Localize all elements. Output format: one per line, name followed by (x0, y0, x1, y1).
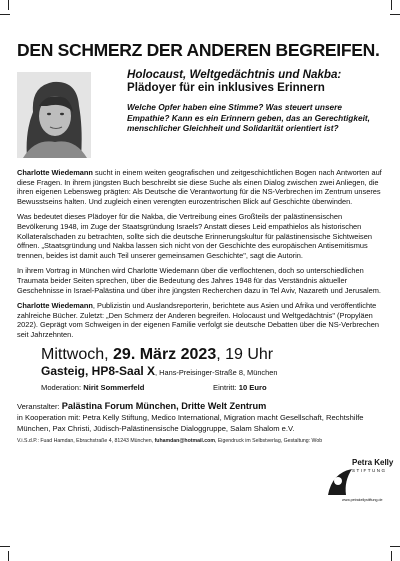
organizer-label: Veranstalter: (17, 401, 62, 411)
page-title: DEN SCHMERZ DER ANDEREN BEGREIFEN. (17, 40, 380, 60)
paragraph-text: sucht in einem weiten geografischen und zeitgeschichtlichen Bogen nach Antworten auf diese Fragen. In ihrem jüngsten Buch beschreibt sie diese Suche als einen Dialog zwischen zwei Anliegen, die ihren eigenen Lebensweg prägten: Als Deutsche die Verantwortung für die NS-Verbrechen im Zentrum unseres Bewusstseins halten. Und zugleich einen verengten eurozentrischen Blick auf Geschichte überwinden. (17, 168, 382, 206)
moderator-name: Nirit Sommerfeld (83, 382, 145, 392)
crop-mark (391, 0, 392, 10)
organizer-name: Palästina Forum München, Dritte Welt Zentrum (61, 400, 267, 411)
subtitle-line-2: Plädoyer für ein inklusives Erinnern (127, 81, 325, 94)
moderation-label: Moderation: (41, 382, 84, 392)
event-day: Mittwoch, (41, 345, 109, 363)
entry-label: Eintritt: (213, 382, 239, 392)
paragraph-bio (17, 301, 385, 339)
paragraph-nakba: Was bedeutet dieses Plädoyer für die Nakba, die Vertreibung eines Großteils der palästinensischen Bevölkerung 1948, im Zuge der Staatsgründung Israels? Anstatt dieses Leid empathielos als historischen Kollateralschaden zu betrachten, sollte sich die deutsche Erinnerungskultur für palästinensische Sichtweisen öffnen. „Staatsgründung und Nakba lassen sich nicht von der Geschichte des europäischen Antisemitismus trennen, beides ist damit auch Teil unserer gemeinsamen Geschichte", sagt die Autorin. (17, 212, 372, 260)
organizer-block (17, 401, 385, 434)
petra-kelly-logo (322, 451, 394, 503)
paragraph-text: , Publizistin und Auslandsreporterin, berichtete aus Asien und Afrika und veröffentlichte zahlreiche Bücher. Zuletzt: „Den Schmerz der Anderen begreifen. Holocaust und Weltgedächtnis" (Propyläen 2022). Geprägt vom Schweigen in der eigenen Familie verfolgt sie deutsche Debatten über die NS-Verbrechen seit Jahrzehnten. (17, 301, 379, 339)
event-venue (41, 364, 385, 380)
event-datetime (41, 346, 385, 364)
crop-mark (8, 551, 9, 561)
crop-mark (8, 0, 9, 10)
crop-mark (391, 551, 392, 561)
moderation-row (17, 383, 385, 397)
crop-mark (390, 546, 400, 547)
lead-questions: Welche Opfer haben eine Stimme? Was steuert unsere Empathie? Kann es ein Erinnern geben, das an Gerechtigkeit, menschlicher Gleichheit und Solidarität orientiert ist? (127, 102, 370, 133)
imprint-prefix: V.i.S.d.P.: Fuad Hamdan, Ebrachstraße 4, 81243 München, (17, 437, 155, 444)
flyer (17, 40, 385, 445)
crop-mark (390, 14, 400, 15)
logo-name: Petra Kelly (352, 458, 394, 467)
paragraph-lecture: In ihrem Vortrag in München wird Charlotte Wiedemann über die verflochtenen, doch so unterschiedlichen Traumata beider Seiten sprechen, über die Bedeutung des Jahres 1948 für das Verständnis aktueller Geschehnisse in Israel-Palästina und über ihre jüngsten Recherchen dazu in Tel Aviv, Nazareth und Jerusalem. (17, 266, 381, 295)
entry-price: 10 Euro (238, 382, 267, 392)
header-block (17, 68, 385, 168)
header-text (127, 68, 385, 134)
crop-mark (0, 546, 10, 547)
event-date: 29. März 2023 (113, 345, 217, 363)
author-name: Charlotte Wiedemann (17, 301, 93, 311)
logo-subtitle: STIFTUNG (352, 468, 387, 473)
author-name: Charlotte Wiedemann (17, 168, 93, 177)
author-photo (17, 72, 91, 158)
venue-address: , Hans-Preisinger-Straße 8, München (155, 367, 278, 377)
organizer-line (17, 401, 385, 412)
paragraph-intro (17, 168, 385, 206)
moderation (41, 383, 144, 392)
imprint-suffix: , Eigendruck im Selbstverlag, Gestaltung: Wob (214, 437, 323, 444)
crop-mark (0, 14, 10, 15)
venue-name: Gasteig, HP8-Saal X (41, 363, 156, 378)
cooperation-partners: in Kooperation mit: Petra Kelly Stiftung, Medico International, Migration macht Gesellschaft, Rechtshilfe München, Pax Christi, Jüdisch-Palästinensische Dialoggruppe, Salam Shalom e.V. (17, 412, 364, 433)
subtitle-line-1: Holocaust, Weltgedächtnis und Nakba: (127, 68, 342, 81)
entry-fee (213, 383, 267, 392)
imprint-email: fuhamdan@hotmail.com (154, 437, 215, 444)
logo-url: www.petrakellystiftung.de (342, 498, 383, 502)
imprint (17, 438, 385, 445)
event-time: , 19 Uhr (216, 345, 274, 363)
